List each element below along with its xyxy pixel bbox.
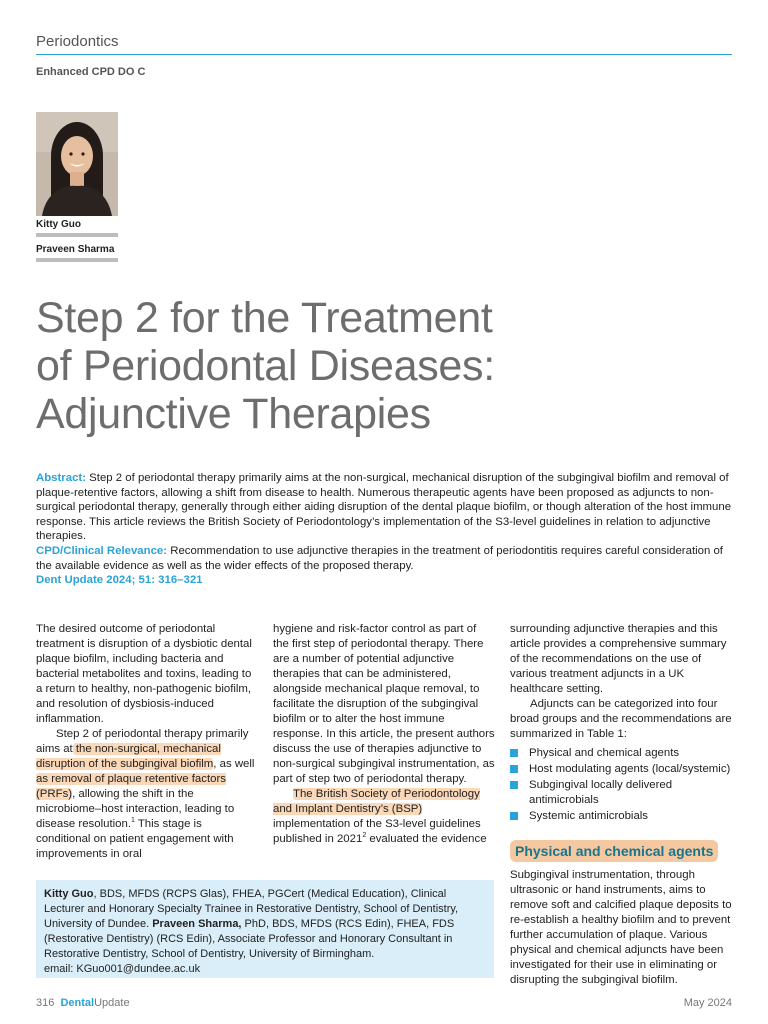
portrait-image (36, 112, 118, 216)
highlight-biofilm: the non-surgical, mechanical disruption of the subgingival biofilm (36, 743, 221, 770)
page-number: 316 (36, 997, 55, 1009)
footer-date: May 2024 (683, 997, 732, 1009)
bio-name-1: Kitty Guo (44, 888, 94, 900)
list-item-text: Host modulating agents (local/systemic) (529, 763, 731, 775)
bio-email: email: KGuo001@dundee.ac.uk (44, 963, 201, 975)
col1-p2-text-b: , as well (213, 758, 255, 770)
abstract-text: Step 2 of periodontal therapy primarily aims at the non-surgical, mechanical disruption of the subgingival biofilm and removal of plaque-retentive factors, allowing a shift from disease to health. Numerous therapeutic agents have been proposed as adjuncts to non-surgical periodontal therapy, generally through either aiding disruption of the dental plaque biofilm, or though alteration of the host immune response. This article reviews the British Society of Periodontology’s implementation of the S3-level guidelines in relation to adjunctive therapies. (36, 472, 732, 543)
relevance-text: Recommendation to use adjunctive therapies in the treatment of periodontitis requires careful consideration of the available evidence as well as the wider effects of the proposed therapy. (36, 544, 723, 572)
footnote-ref-1: 1 (130, 817, 135, 825)
author-bio-box (36, 880, 494, 978)
relevance-label: CPD/Clinical Relevance: (36, 544, 168, 557)
column-2 (273, 622, 495, 847)
list-item (510, 809, 732, 824)
col2-p2-text-a: implementation of the S3-level guidelines published in 2021 (273, 818, 481, 845)
col1-p2-text-c: , allowing the shift in the microbiome–host interaction, leading to disease resolution. (36, 788, 235, 830)
list-item-text: Subgingival locally delivered antimicrobials (529, 779, 673, 806)
col2-p2-text-b: evaluated the evidence (366, 833, 487, 845)
author-name-2: Praveen Sharma (36, 244, 115, 255)
subhead-physical-chemical: Physical and chemical agents (510, 840, 718, 862)
adjunct-groups-list (510, 746, 732, 824)
bullet-square-icon (510, 781, 518, 789)
abstract-paragraph (36, 471, 732, 544)
col3-paragraph-1: surrounding adjunctive therapies and this article provides a comprehensive summary of the recommendations on the use of various treatment adjuncts in a UK healthcare setting. (510, 623, 727, 695)
col1-p2-text-d: This stage is conditional on patient engagement with improvements in oral (36, 818, 234, 860)
list-item (510, 762, 732, 777)
author-name-1: Kitty Guo (36, 219, 81, 230)
col1-paragraph-1: The desired outcome of periodontal treatment is disruption of a dysbiotic dental plaque biofilm, including bacteria and bacterial metabolites and toxins, leading to a return to healthy, non-pathogenic biofilm, and resolution of dysbiosis-induced inflammation. (36, 623, 252, 725)
bullet-square-icon (510, 749, 518, 757)
list-item (510, 746, 732, 761)
col1-paragraph-2 (36, 727, 258, 862)
abstract-label: Abstract: (36, 472, 87, 484)
author-photo (36, 112, 118, 216)
footer-left (36, 997, 130, 1009)
bullet-square-icon (510, 812, 518, 820)
list-item-text: Physical and chemical agents (529, 747, 680, 759)
section-title: Periodontics (36, 33, 119, 50)
bio-name-2: Praveen Sharma, (152, 918, 242, 930)
col3-paragraph-3: Subgingival instrumentation, through ultrasonic or hand instruments, aims to remove soft and calcified plaque deposits to re-establish a healthy biofilm and to prevent further accumulation of plaque. Various physical and chemical adjuncts have been investigated for their use in eliminating or disrupting the subgingival biofilm. (510, 869, 732, 986)
article-title (36, 294, 596, 438)
bio-text-2: PhD, BDS, MFDS (RCS Edin), FHEA, FDS (Restorative Dentistry) (RCS Edin), Associate Professor and Honorary Consultant in Restorative Dentistry, School of Dentistry, University of Birmingham. (44, 918, 455, 960)
column-1 (36, 622, 258, 862)
cpd-label: Enhanced CPD DO C (36, 66, 146, 78)
bio-text-1: , BDS, MFDS (RCPS Glas), FHEA, PGCert (Medical Education), Clinical Lecturer and Honorary Specialty Trainee in Restorative Dentistry, School of Dentistry, University of Dundee. (44, 888, 459, 930)
highlight-bsp: The British Society of Periodontology and Implant Dentistry’s (BSP) (273, 788, 480, 815)
footnote-ref-2: 2 (362, 832, 367, 840)
column-3 (510, 622, 732, 988)
citation: Dent Update 2024; 51: 316–321 (36, 574, 203, 587)
list-item (510, 778, 732, 808)
title-line-3: Adjunctive Therapies (36, 390, 431, 438)
subhead-wrapper (510, 840, 732, 862)
bullet-square-icon (510, 765, 518, 773)
col1-p2-text-a: Step 2 of periodontal therapy primarily aims at (36, 728, 249, 755)
journal-brand-dental: Dental (60, 997, 95, 1009)
title-line-2: of Periodontal Diseases: (36, 342, 495, 390)
highlight-prfs: as removal of plaque retentive factors (PRFs) (36, 773, 226, 800)
title-line-1: Step 2 for the Treatment (36, 294, 493, 342)
abstract-block (36, 471, 732, 588)
author-bar-2 (36, 258, 118, 262)
col3-paragraph-2: Adjuncts can be categorized into four broad groups and the recommendations are summarized in Table 1: (510, 698, 732, 740)
header-rule (36, 54, 732, 55)
relevance-paragraph (36, 544, 732, 573)
list-item-text: Systemic antimicrobials (529, 810, 649, 822)
col2-paragraph-1: hygiene and risk-factor control as part of the first step of periodontal therapy. There are a number of potential adjunctive therapies that can be administered, alongside mechanical plaque removal, to facilitate the disruption of the subgingival biofilm or to alter the host immune response. In this article, the present authors discuss the use of therapies adjunctive to non-surgical subgingival instrumentation, as part of step two of periodontal therapy. (273, 623, 495, 785)
author-bar-1 (36, 233, 118, 237)
journal-brand-update: Update (94, 997, 130, 1009)
col2-paragraph-2 (273, 787, 495, 847)
